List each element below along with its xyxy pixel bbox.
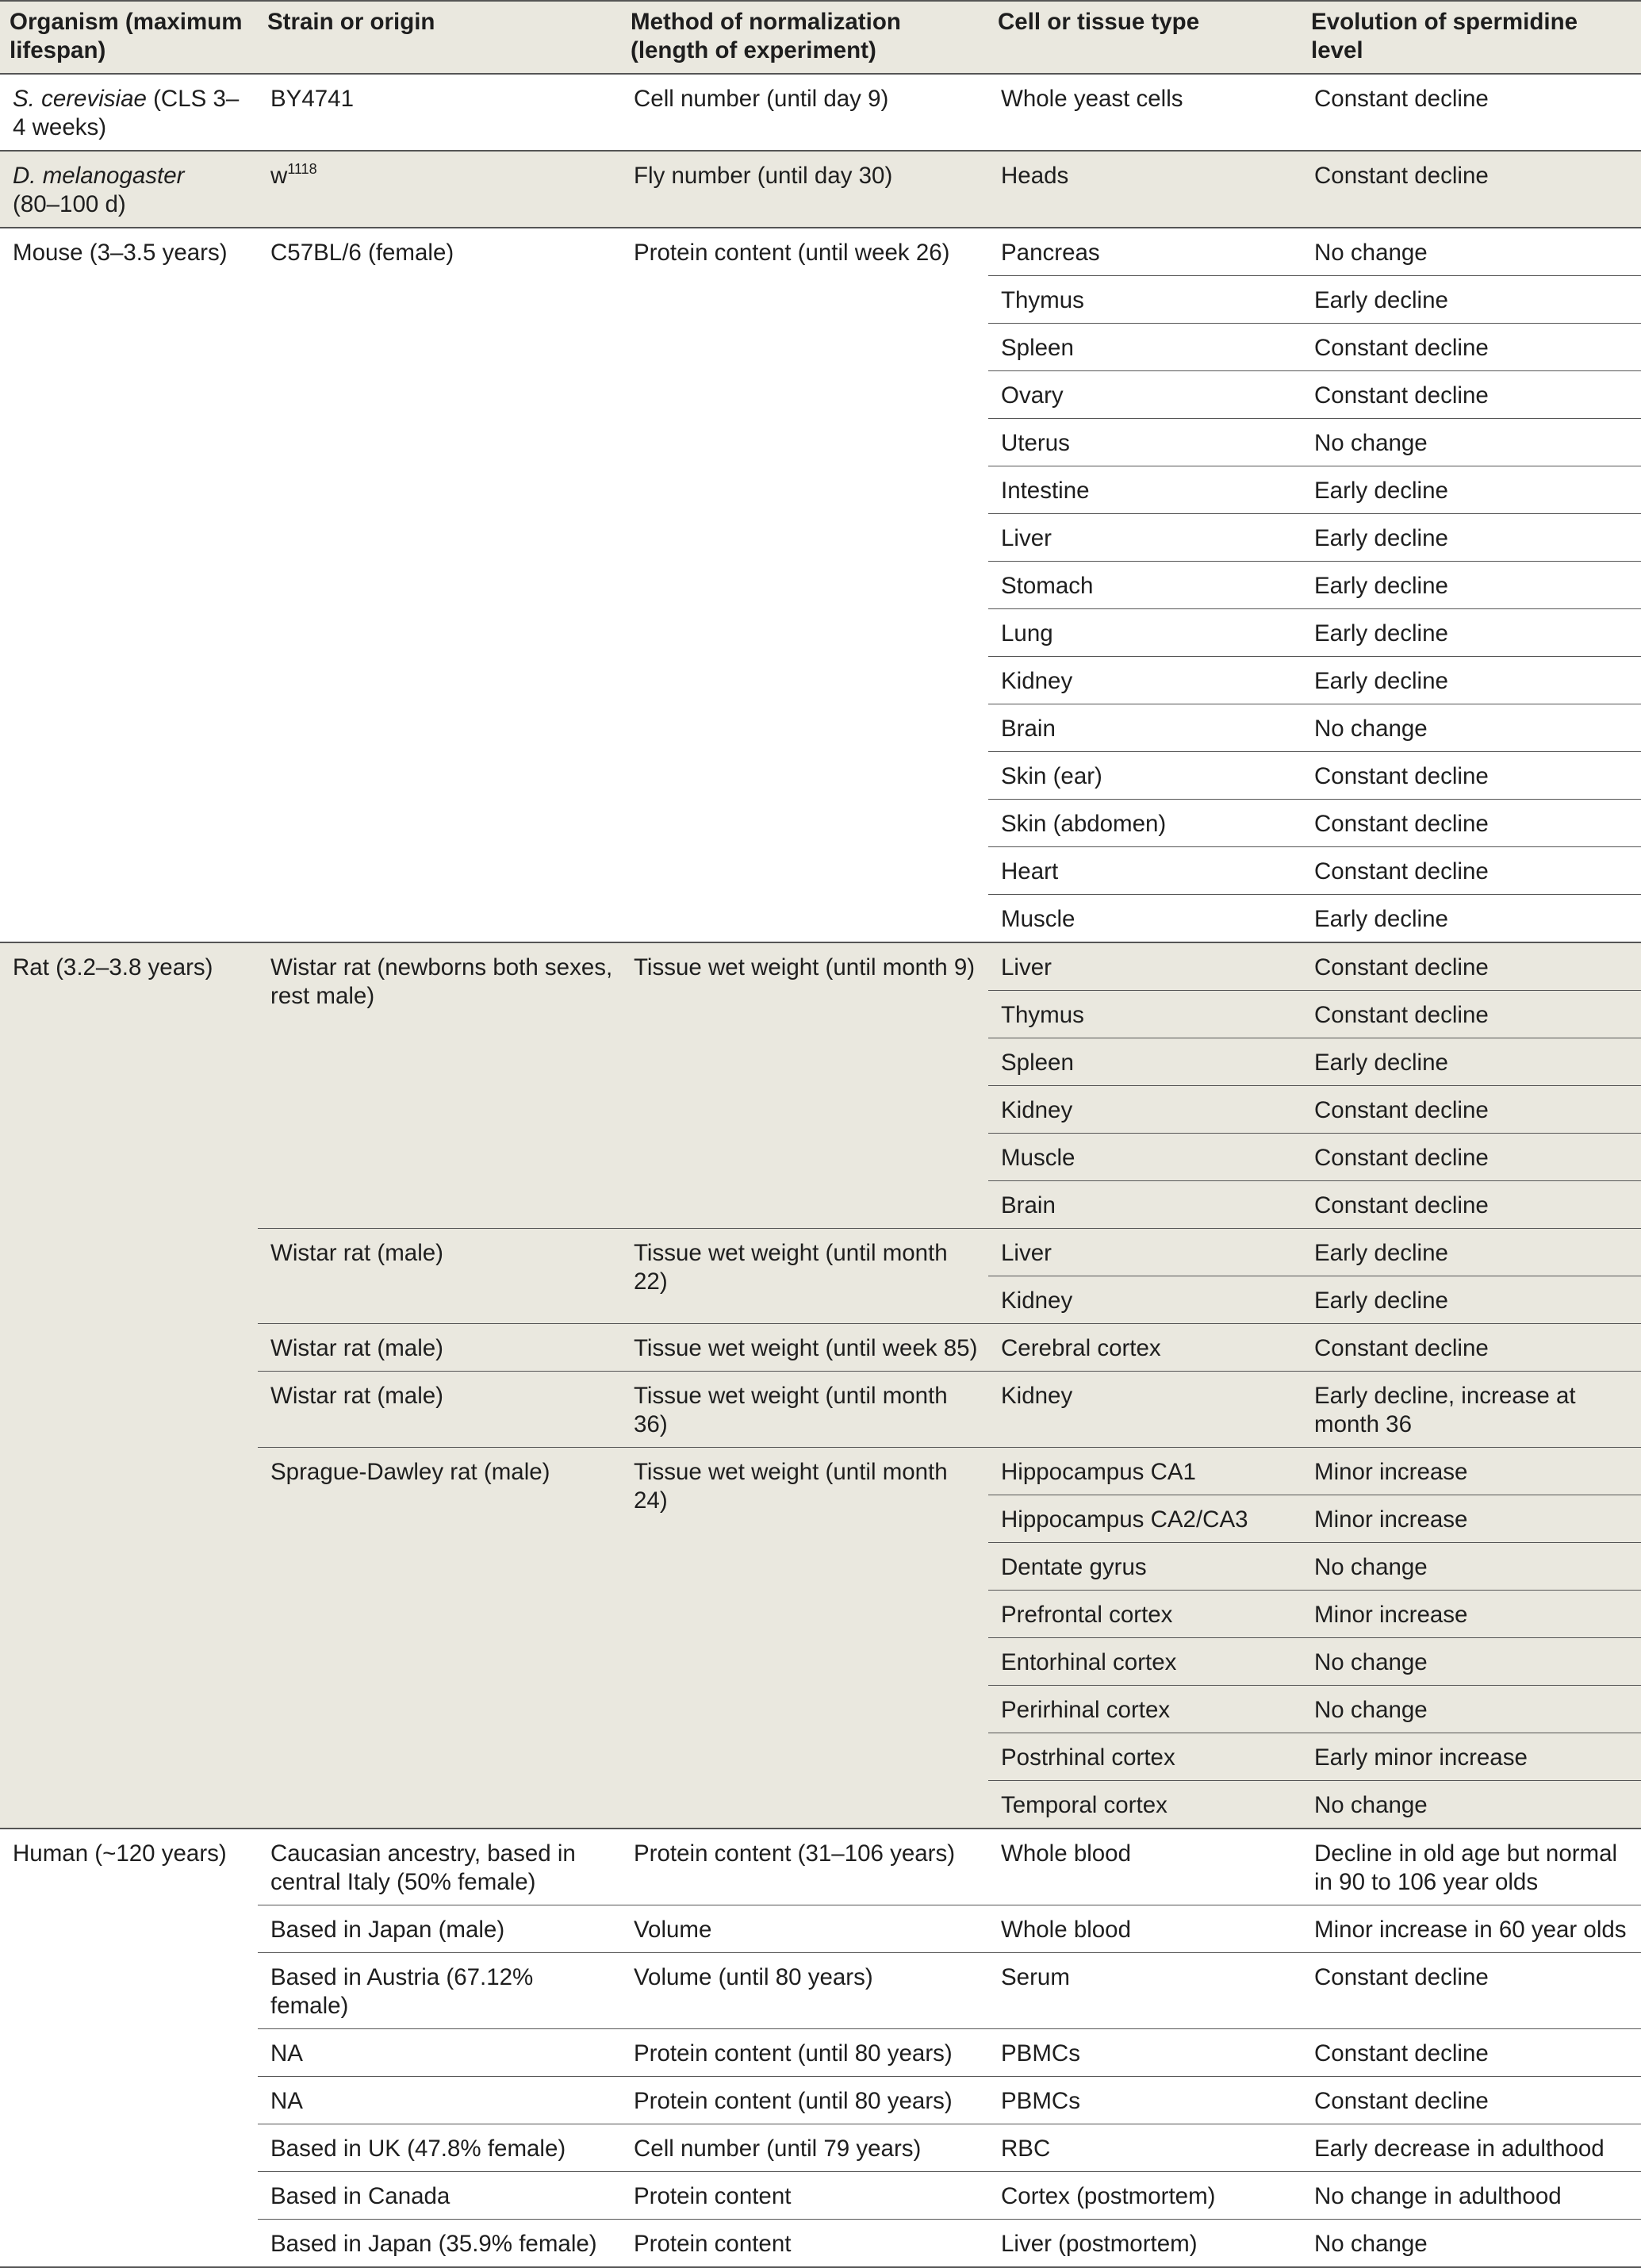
evolution-cell: Early decline [1302, 1229, 1641, 1276]
method-cell: Volume (until 80 years) [621, 1953, 988, 2029]
evolution-cell: No change [1302, 704, 1641, 752]
organism-cell [0, 151, 258, 228]
evolution-cell: Early decline [1302, 514, 1641, 562]
strain-cell: Based in Canada [258, 2172, 621, 2220]
evolution-cell: Early decline [1302, 562, 1641, 609]
evolution-cell: Constant decline [1302, 151, 1641, 228]
tissue-cell: Spleen [988, 324, 1302, 371]
strain-cell: Wistar rat (male) [258, 1324, 621, 1372]
strain-cell: Based in Austria (67.12% female) [258, 1953, 621, 2029]
evolution-cell: Early decline [1302, 466, 1641, 514]
tissue-cell: Serum [988, 1953, 1302, 2029]
tissue-cell: RBC [988, 2124, 1302, 2172]
evolution-cell: Minor increase in 60 year olds [1302, 1905, 1641, 1953]
evolution-cell: No change [1302, 1686, 1641, 1733]
human-group [0, 1829, 1641, 2267]
tissue-cell: Cerebral cortex [988, 1324, 1302, 1372]
header-method: Method of normalization (length of experiment) [621, 1, 988, 74]
tissue-cell: PBMCs [988, 2077, 1302, 2124]
strain-superscript: 1118 [287, 161, 317, 177]
tissue-cell: Whole yeast cells [988, 74, 1302, 151]
evolution-cell: Constant decline [1302, 1324, 1641, 1372]
evolution-cell: No change [1302, 228, 1641, 276]
tissue-cell: Muscle [988, 1134, 1302, 1181]
tissue-cell: Kidney [988, 1276, 1302, 1324]
evolution-cell: Early decline [1302, 895, 1641, 943]
organism-cell: Human (~120 years) [0, 1829, 258, 2267]
organism-name: S. cerevisiae [13, 86, 147, 112]
organism-name: D. melanogaster [13, 163, 185, 189]
evolution-cell: Constant decline [1302, 2077, 1641, 2124]
evolution-cell: Constant decline [1302, 1134, 1641, 1181]
tissue-cell: Thymus [988, 991, 1302, 1038]
evolution-cell: Early decline [1302, 609, 1641, 657]
strain-cell: Based in Japan (male) [258, 1905, 621, 1953]
header-organism: Organism (maximum lifespan) [0, 1, 258, 74]
evolution-cell: Minor increase [1302, 1495, 1641, 1543]
evolution-cell: Constant decline [1302, 2029, 1641, 2077]
method-cell: Protein content [621, 2220, 988, 2268]
method-cell: Tissue wet weight (until week 85) [621, 1324, 988, 1372]
evolution-cell: Constant decline [1302, 752, 1641, 800]
evolution-cell: Constant decline [1302, 1181, 1641, 1229]
evolution-cell: Constant decline [1302, 324, 1641, 371]
tissue-cell: Kidney [988, 1086, 1302, 1134]
fly-group [0, 151, 1641, 228]
table-row [0, 1829, 1641, 1905]
method-cell: Protein content [621, 2172, 988, 2220]
tissue-cell: Perirhinal cortex [988, 1686, 1302, 1733]
table-row [0, 74, 1641, 151]
tissue-cell: Spleen [988, 1038, 1302, 1086]
tissue-cell: Cortex (postmortem) [988, 2172, 1302, 2220]
method-cell: Tissue wet weight (until month 22) [621, 1229, 988, 1324]
evolution-cell: Early decline [1302, 1038, 1641, 1086]
method-cell: Protein content (until 80 years) [621, 2077, 988, 2124]
tissue-cell: Skin (ear) [988, 752, 1302, 800]
strain-cell: Based in Japan (35.9% female) [258, 2220, 621, 2268]
evolution-cell: Constant decline [1302, 800, 1641, 847]
tissue-cell: Lung [988, 609, 1302, 657]
tissue-cell: Whole blood [988, 1829, 1302, 1905]
evolution-cell: Constant decline [1302, 847, 1641, 895]
evolution-cell: Constant decline [1302, 1086, 1641, 1134]
strain-cell: Caucasian ancestry, based in central Italy (50% female) [258, 1829, 621, 1905]
organism-lifespan: (80–100 d) [13, 191, 126, 217]
method-cell: Protein content (until week 26) [621, 228, 988, 942]
tissue-cell: Temporal cortex [988, 1781, 1302, 1829]
tissue-cell: Prefrontal cortex [988, 1591, 1302, 1638]
strain-cell: NA [258, 2029, 621, 2077]
evolution-cell: No change [1302, 1781, 1641, 1829]
evolution-cell: No change [1302, 419, 1641, 466]
tissue-cell: Uterus [988, 419, 1302, 466]
method-cell: Tissue wet weight (until month 36) [621, 1372, 988, 1448]
yeast-group [0, 74, 1641, 151]
table-row [0, 228, 1641, 276]
strain-cell: Wistar rat (newborns both sexes, rest male) [258, 942, 621, 1229]
method-cell: Tissue wet weight (until month 24) [621, 1448, 988, 1829]
tissue-cell: Liver [988, 942, 1302, 991]
tissue-cell: Hippocampus CA1 [988, 1448, 1302, 1495]
method-cell: Tissue wet weight (until month 9) [621, 942, 988, 1229]
strain-cell: NA [258, 2077, 621, 2124]
evolution-cell: No change in adulthood [1302, 2172, 1641, 2220]
organism-cell: Rat (3.2–3.8 years) [0, 942, 258, 1829]
evolution-cell: Constant decline [1302, 942, 1641, 991]
tissue-cell: Entorhinal cortex [988, 1638, 1302, 1686]
tissue-cell: Kidney [988, 657, 1302, 704]
evolution-cell: Early minor increase [1302, 1733, 1641, 1781]
mouse-group [0, 228, 1641, 942]
evolution-cell: Minor increase [1302, 1591, 1641, 1638]
header-strain: Strain or origin [258, 1, 621, 74]
tissue-cell: Liver [988, 514, 1302, 562]
method-cell: Cell number (until 79 years) [621, 2124, 988, 2172]
strain-cell [258, 151, 621, 228]
tissue-cell: Skin (abdomen) [988, 800, 1302, 847]
tissue-cell: Liver [988, 1229, 1302, 1276]
method-cell: Volume [621, 1905, 988, 1953]
strain-base: w [270, 163, 288, 189]
evolution-cell: Early decline [1302, 276, 1641, 324]
tissue-cell: Brain [988, 1181, 1302, 1229]
rat-group [0, 942, 1641, 1829]
tissue-cell: Heart [988, 847, 1302, 895]
evolution-cell: Decline in old age but normal in 90 to 106 year olds [1302, 1829, 1641, 1905]
evolution-cell: Early decline [1302, 1276, 1641, 1324]
method-cell: Cell number (until day 9) [621, 74, 988, 151]
strain-cell: Wistar rat (male) [258, 1229, 621, 1324]
evolution-cell: Early decrease in adulthood [1302, 2124, 1641, 2172]
strain-cell: Based in UK (47.8% female) [258, 2124, 621, 2172]
header-row [0, 1, 1641, 74]
table-row [0, 942, 1641, 991]
tissue-cell: PBMCs [988, 2029, 1302, 2077]
table-row [0, 151, 1641, 228]
strain-cell: BY4741 [258, 74, 621, 151]
evolution-cell: Early decline, increase at month 36 [1302, 1372, 1641, 1448]
tissue-cell: Muscle [988, 895, 1302, 943]
tissue-cell: Kidney [988, 1372, 1302, 1448]
evolution-cell: No change [1302, 1543, 1641, 1591]
organism-cell [0, 74, 258, 151]
organism-cell: Mouse (3–3.5 years) [0, 228, 258, 942]
evolution-cell: No change [1302, 2220, 1641, 2268]
tissue-cell: Postrhinal cortex [988, 1733, 1302, 1781]
tissue-cell: Dentate gyrus [988, 1543, 1302, 1591]
header-cell: Cell or tissue type [988, 1, 1302, 74]
strain-cell: C57BL/6 (female) [258, 228, 621, 942]
tissue-cell: Ovary [988, 371, 1302, 419]
evolution-cell: No change [1302, 1638, 1641, 1686]
tissue-cell: Heads [988, 151, 1302, 228]
method-cell: Protein content (until 80 years) [621, 2029, 988, 2077]
tissue-cell: Pancreas [988, 228, 1302, 276]
tissue-cell: Liver (postmortem) [988, 2220, 1302, 2268]
evolution-cell: Constant decline [1302, 74, 1641, 151]
strain-cell: Sprague-Dawley rat (male) [258, 1448, 621, 1829]
evolution-cell: Early decline [1302, 657, 1641, 704]
tissue-cell: Brain [988, 704, 1302, 752]
tissue-cell: Thymus [988, 276, 1302, 324]
evolution-cell: Constant decline [1302, 1953, 1641, 2029]
evolution-cell: Minor increase [1302, 1448, 1641, 1495]
tissue-cell: Hippocampus CA2/CA3 [988, 1495, 1302, 1543]
tissue-cell: Whole blood [988, 1905, 1302, 1953]
method-cell: Fly number (until day 30) [621, 151, 988, 228]
header-evolution: Evolution of spermidine level [1302, 1, 1641, 74]
organism-lifespan: (CLS 3–4 weeks) [13, 86, 240, 140]
strain-cell: Wistar rat (male) [258, 1372, 621, 1448]
evolution-cell: Constant decline [1302, 371, 1641, 419]
tissue-cell: Intestine [988, 466, 1302, 514]
table-footnote [0, 2163, 1641, 2178]
method-cell: Protein content (31–106 years) [621, 1829, 988, 1905]
evolution-cell: Constant decline [1302, 991, 1641, 1038]
tissue-cell: Stomach [988, 562, 1302, 609]
